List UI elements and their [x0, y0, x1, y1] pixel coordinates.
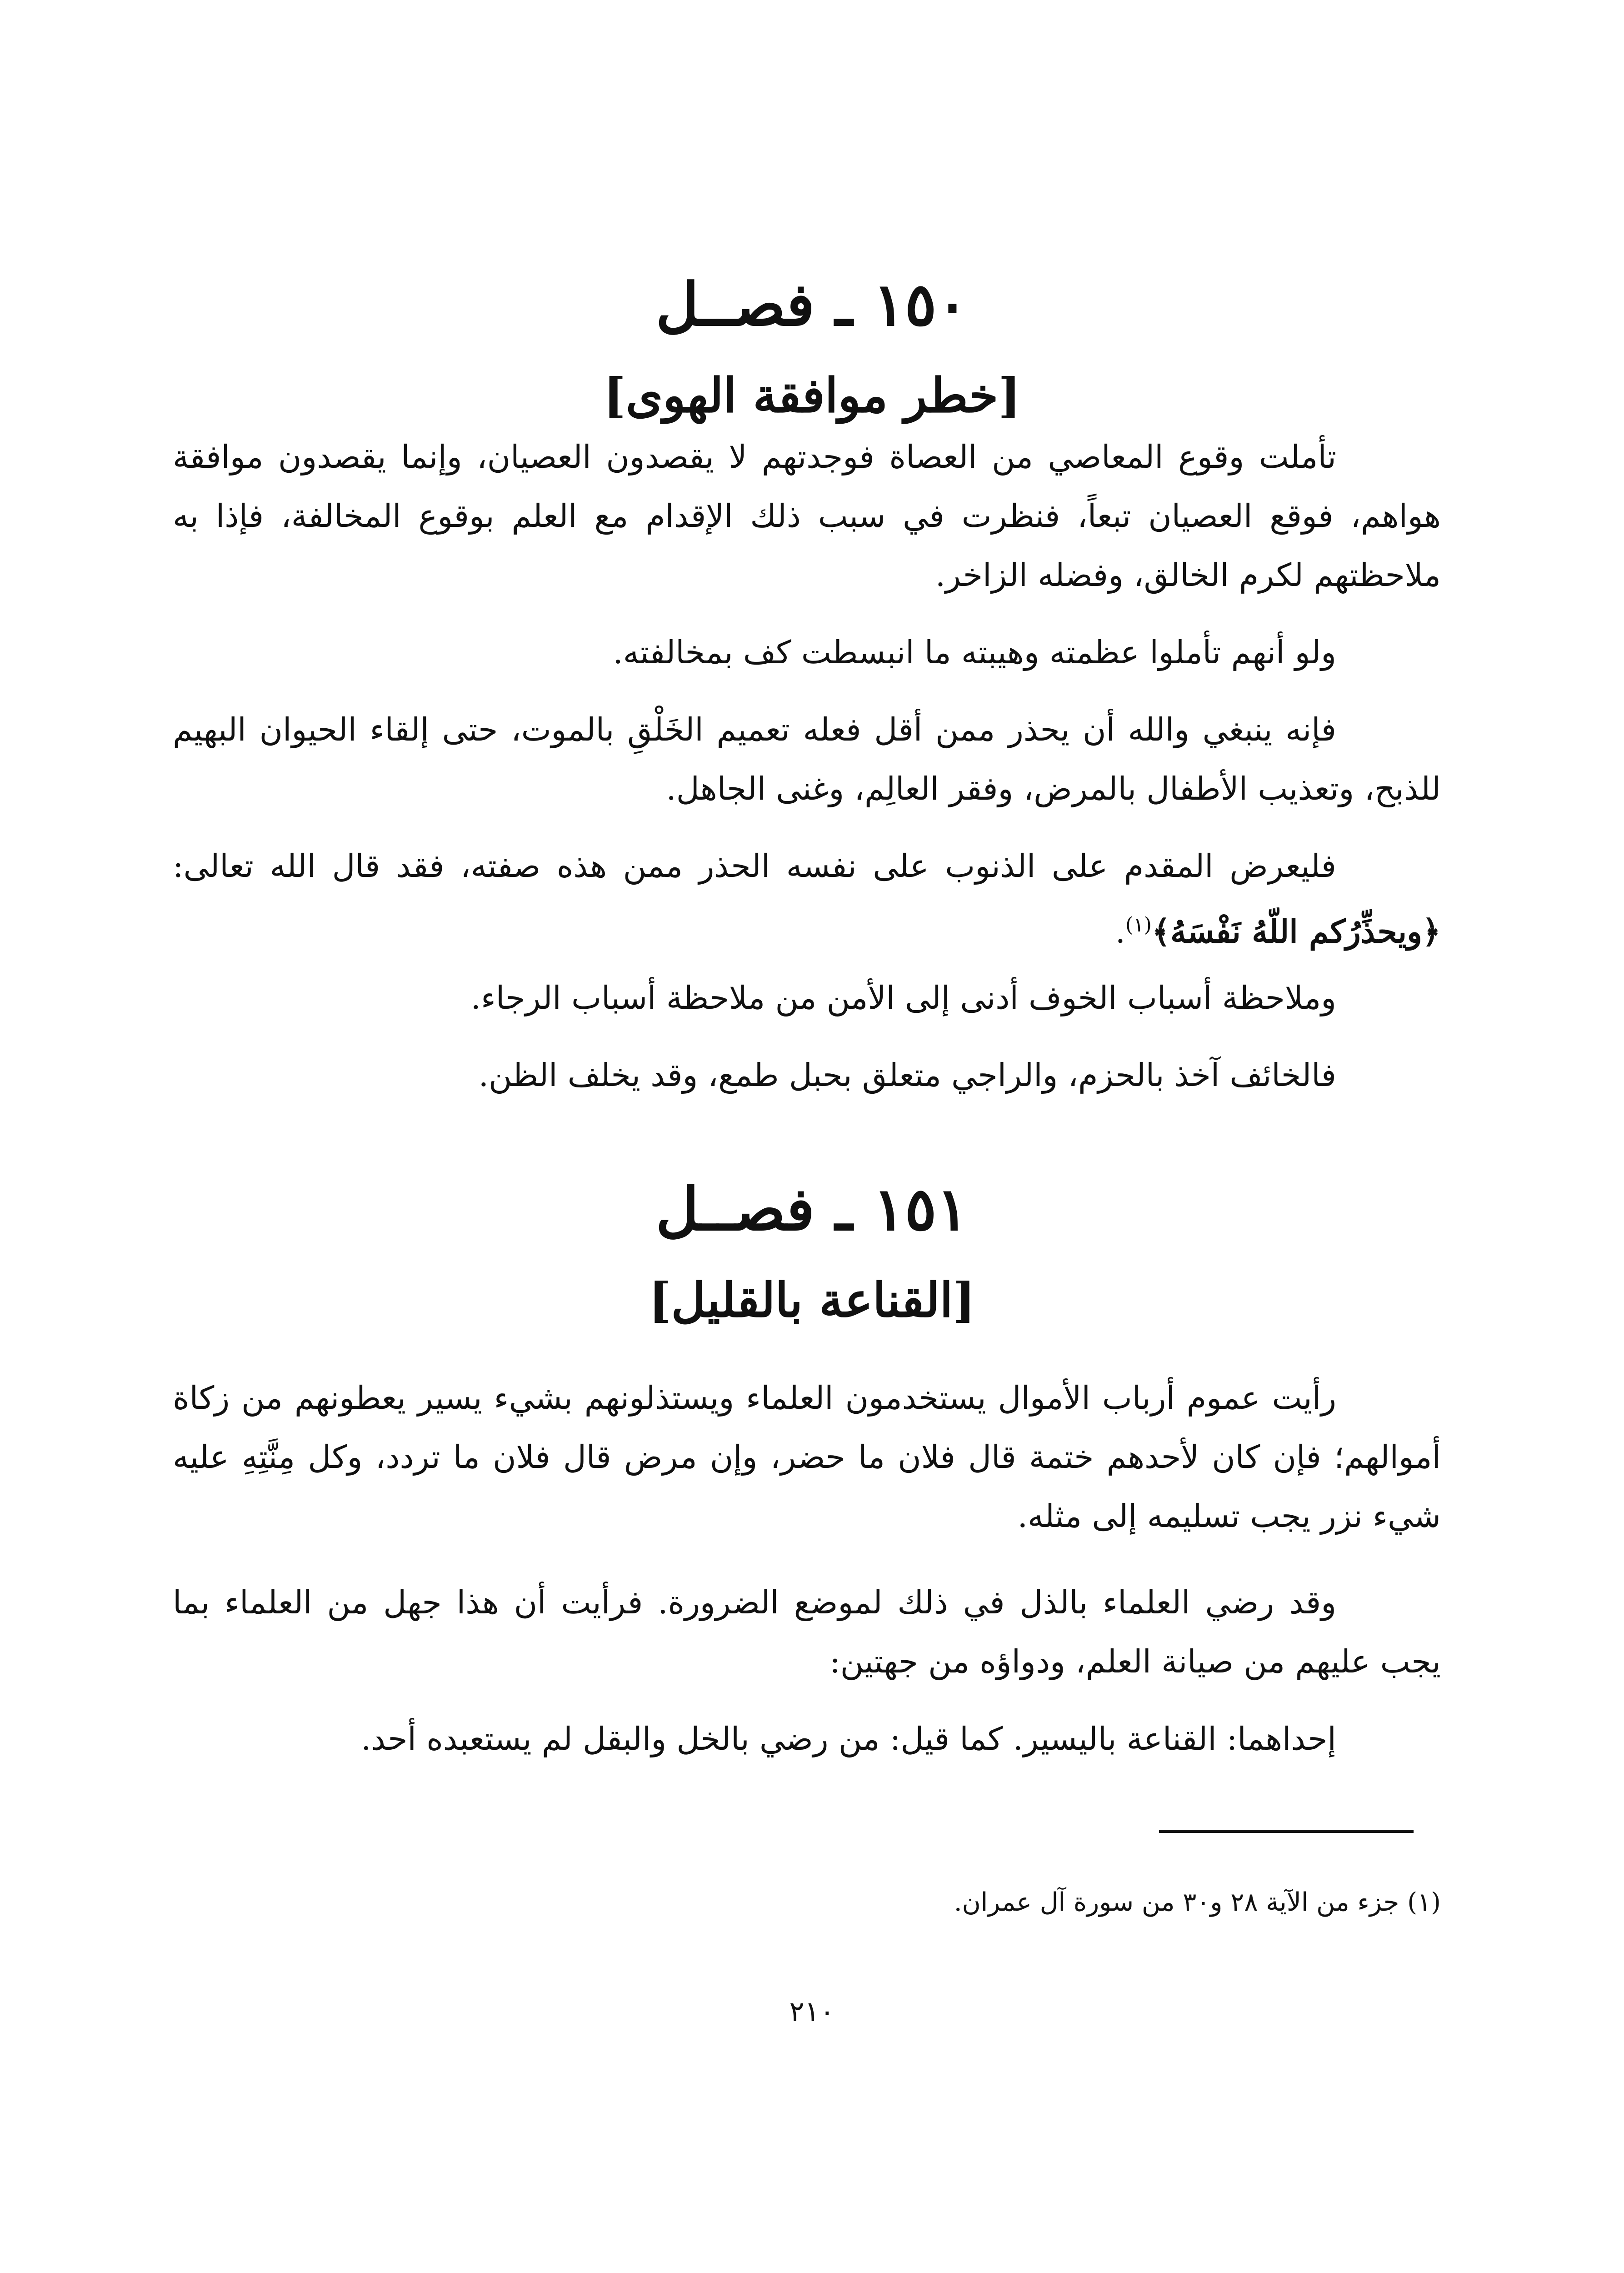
- section-151-paragraph-3: إحداهما: القناعة باليسير. كما قيل: من رضي بالخل والبقل لم يستعبده أحد.: [361, 1720, 1336, 1757]
- footnote-marker: (١): [1125, 913, 1152, 936]
- section-150-verse-paragraph: [173, 836, 1441, 961]
- section-150-paragraph-1: تأملت وقوع المعاصي من العصاة فوجدتهم لا يقصدون العصيان، وإنما يقصدون موافقة هواهم، فوقع العصيان تبعاً، فنظرت في سبب ذلك الإقدام مع العلم بوقوع المخالفة، فإذا به ملاحظتهم لكرم الخالق، وفضله الزاخر.: [173, 438, 1441, 594]
- section-150-title: [خطر موافقة الهوى]: [603, 367, 1021, 423]
- section-150-paragraph-5: فالخائف آخذ بالحزم، والراجي متعلق بحبل طمع، وقد يخلف الظن.: [478, 1056, 1336, 1094]
- section-151-paragraph-2: وقد رضي العلماء بالذل في ذلك لموضع الضرورة. فرأيت أن هذا جهل من العلماء بما يجب عليهم من صيانة العلم، ودواؤه من جهتين:: [173, 1584, 1441, 1680]
- section-150-paragraph-2: ولو أنهم تأملوا عظمته وهيبته ما انبسطت كف بمخالفته.: [613, 634, 1336, 671]
- verse-paragraph-end: .: [1115, 913, 1125, 951]
- page-number: ٢١٠: [789, 1995, 835, 2028]
- footnote-divider: [1159, 1830, 1414, 1833]
- section-151-heading: ١٥١ ـ فصــل: [655, 1174, 969, 1244]
- section-150-heading: ١٥٠ ـ فصــل: [655, 270, 969, 339]
- section-151-paragraph-1: رأيت عموم أرباب الأموال يستخدمون العلماء ويستذلونهم بشيء يسير يعطونهم من زكاة أموالهم؛ فإن كان لأحدهم ختمة قال فلان ما حضر، وإن مرض قال فلان ما تردد، وكل مِنَّتِهِ عليه شيء نزر يجب تسليمه إلى مثله.: [173, 1379, 1441, 1535]
- footnote: (١) جزء من الآية ٢٨ و٣٠ من سورة آل عمران.: [954, 1887, 1441, 1917]
- quran-verse: ﴿ويحذِّرُكم اللّهُ نَفْسَهُ﴾: [1151, 912, 1441, 951]
- section-151-title: [القناعة بالقليل]: [649, 1272, 975, 1328]
- section-150-paragraph-3: فإنه ينبغي والله أن يحذر ممن أقل فعله تعميم الخَلْقِ بالموت، حتى إلقاء الحيوان البهيم للذبح، وتعذيب الأطفال بالمرض، وفقر العالِم، وغنى الجاهل.: [173, 711, 1441, 807]
- section-150-paragraph-4: وملاحظة أسباب الخوف أدنى إلى الأمن من ملاحظة أسباب الرجاء.: [470, 979, 1336, 1016]
- verse-paragraph-text: فليعرض المقدم على الذنوب على نفسه الحذر ممن هذه صفته، فقد قال الله تعالى:: [173, 847, 1336, 885]
